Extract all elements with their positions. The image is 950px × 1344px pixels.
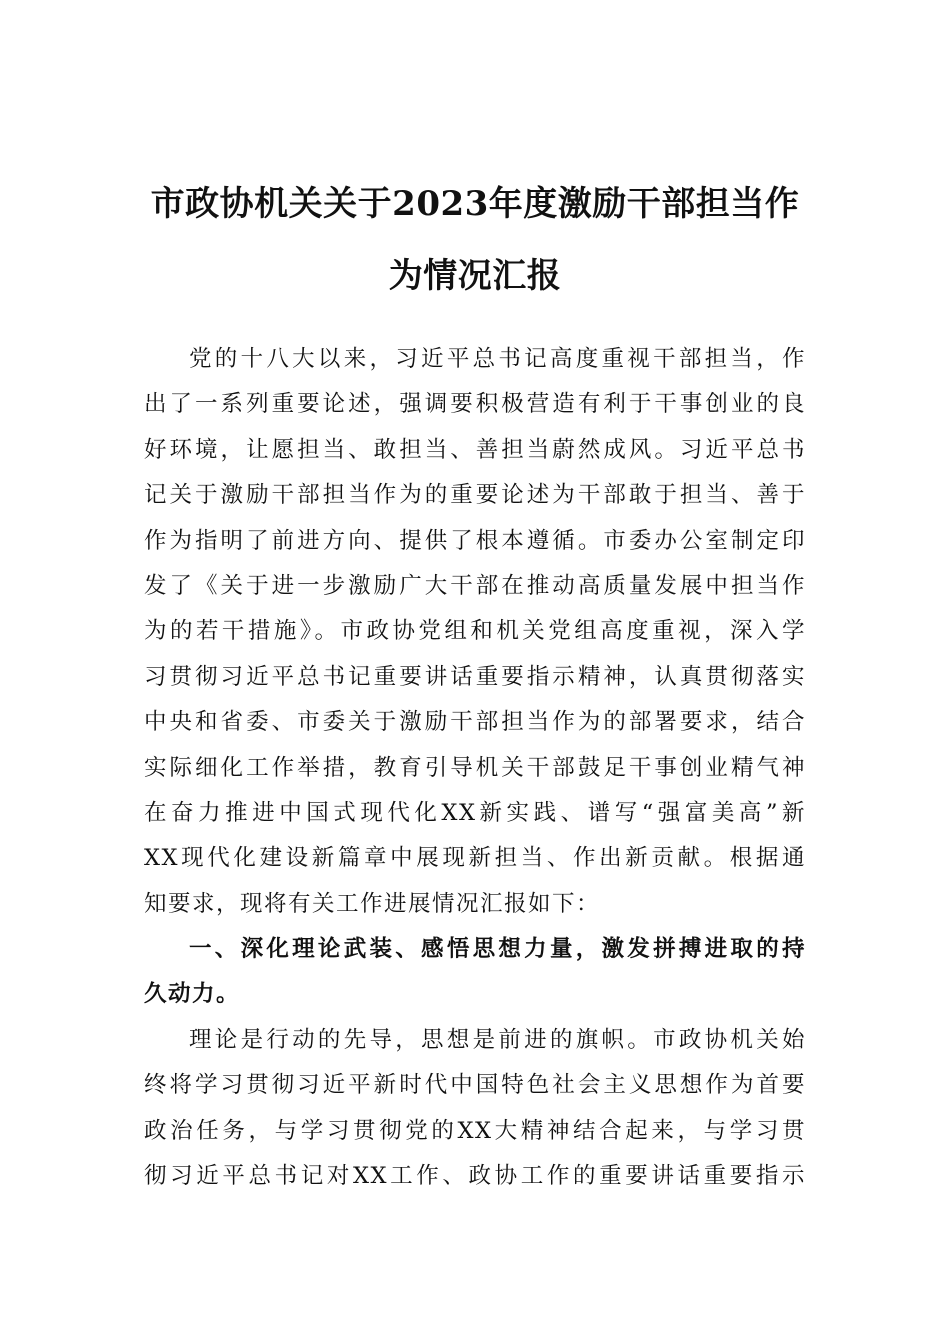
paragraph-line: 中央和省委、市委关于激励干部担当作为的部署要求，结合 <box>144 709 806 736</box>
paragraph-line: 理论是行动的先导，思想是前进的旗帜。市政协机关始 <box>189 1026 806 1053</box>
paragraph-line: 好环境，让愿担当、敢担当、善担当蔚然成风。习近平总书 <box>144 436 806 463</box>
title-line: 市政协机关关于2023年度激励干部担当作 <box>150 184 800 224</box>
section-heading <box>144 927 806 1018</box>
title-line: 为情况汇报 <box>388 256 562 296</box>
heading-line: 久动力。 <box>144 981 241 1008</box>
paragraph-line: 党的十八大以来，习近平总书记高度重视干部担当，作 <box>189 346 806 372</box>
document-body <box>144 337 806 1199</box>
paragraph-line: 实际细化工作举措，教育引导机关干部鼓足干事创业精气神 <box>144 754 806 781</box>
intro-paragraph <box>144 337 806 927</box>
paragraph-line: 出了一系列重要论述，强调要积极营造有利于干事创业的良 <box>144 391 806 418</box>
paragraph-line: 记关于激励干部担当作为的重要论述为干部敢于担当、善于 <box>144 482 806 509</box>
paragraph-line: 作为指明了前进方向、提供了根本遵循。市委办公室制定印 <box>144 527 806 554</box>
paragraph-line: 终将学习贯彻习近平新时代中国特色社会主义思想作为首要 <box>144 1072 806 1099</box>
paragraph-line: 为的若干措施》。市政协党组和机关党组高度重视，深入学 <box>144 618 806 645</box>
paragraph-line: 习贯彻习近平总书记重要讲话重要指示精神，认真贯彻落实 <box>144 663 806 690</box>
paragraph-line: 知要求，现将有关工作进展情况汇报如下： <box>144 890 601 917</box>
paragraph-line: XX现代化建设新篇章中展现新担当、作出新贡献。根据通 <box>144 845 806 872</box>
paragraph-line: 发了《关于进一步激励广大干部在推动高质量发展中担当作 <box>144 572 806 599</box>
paragraph-line: 彻习近平总书记对XX工作、政协工作的重要讲话重要指示 <box>144 1163 806 1190</box>
section-paragraph <box>144 1018 806 1200</box>
paragraph-line: 在奋力推进中国式现代化XX新实践、谱写“强富美高”新 <box>144 799 806 826</box>
document-title <box>140 168 810 312</box>
heading-line: 一、深化理论武装、感悟思想力量，激发拼搏进取的持 <box>189 936 806 963</box>
paragraph-line: 政治任务，与学习贯彻党的XX大精神结合起来，与学习贯 <box>144 1117 806 1144</box>
